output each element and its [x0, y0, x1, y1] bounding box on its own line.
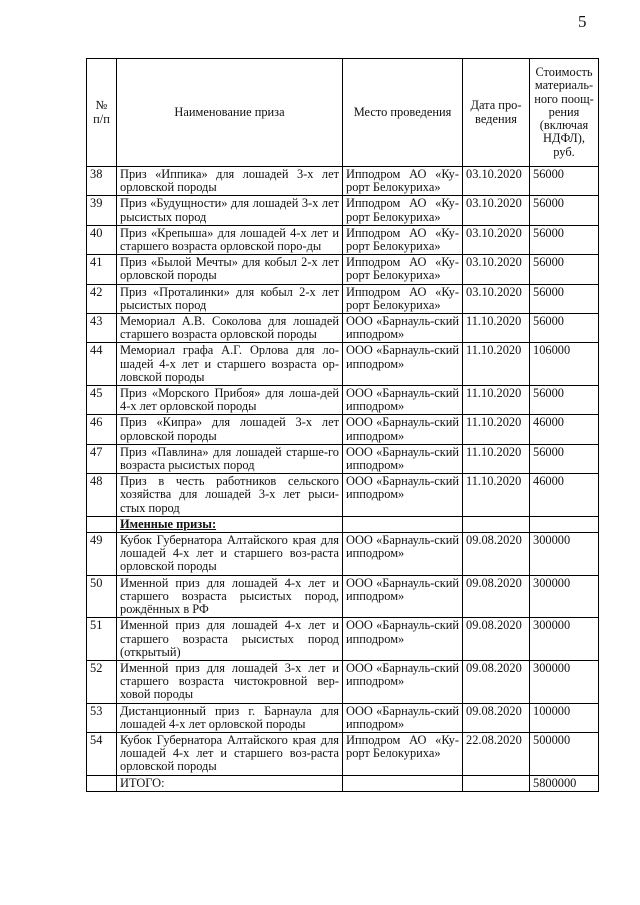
prize-cost: 100000: [530, 703, 599, 732]
table-row: [87, 284, 599, 313]
table-row: [87, 225, 599, 254]
prize-number: 40: [87, 225, 117, 254]
prize-number: 39: [87, 196, 117, 225]
prize-name: Именной приз для лошадей 3-х лет и старшего возраста чистокровной вер-ховой породы: [117, 660, 343, 703]
table-row: [87, 343, 599, 386]
prize-name: Приз «Павлина» для лошадей старше-го возраста рысистых пород: [117, 444, 343, 473]
prize-date: 22.08.2020: [463, 732, 530, 775]
header-place: Место проведения: [343, 59, 463, 167]
section-empty-cell: [87, 516, 117, 532]
prize-venue: ООО «Барнауль-ский ипподром»: [343, 575, 463, 618]
prize-cost: 300000: [530, 533, 599, 576]
prize-number: 52: [87, 660, 117, 703]
prize-date: 09.08.2020: [463, 618, 530, 661]
prize-name: Именной приз для лошадей 4-х лет и старшего возраста рысистых пород, рождённых в РФ: [117, 575, 343, 618]
prize-name: Кубок Губернатора Алтайского края для лошадей 4-х лет и старшего воз-раста орловской породы: [117, 533, 343, 576]
header-date: Дата про-ведения: [463, 59, 530, 167]
prize-number: 42: [87, 284, 117, 313]
prize-cost: 56000: [530, 444, 599, 473]
prize-date: 11.10.2020: [463, 444, 530, 473]
prize-number: 44: [87, 343, 117, 386]
total-row: [87, 775, 599, 791]
prize-venue: Ипподром АО «Ку-рорт Белокуриха»: [343, 225, 463, 254]
prize-name: Приз в честь работников сельского хозяйства для лошадей 3-х лет рыси-стых пород: [117, 474, 343, 517]
prize-name: Приз «Былой Мечты» для кобыл 2-х лет орловской породы: [117, 255, 343, 284]
prize-venue: ООО «Барнауль-ский ипподром»: [343, 386, 463, 415]
total-empty-cell: [87, 775, 117, 791]
prize-number: 47: [87, 444, 117, 473]
table-row: [87, 255, 599, 284]
prize-cost: 46000: [530, 474, 599, 517]
prize-name: Приз «Иппика» для лошадей 3-х лет орловской породы: [117, 167, 343, 196]
table-row: [87, 660, 599, 703]
table-row: [87, 703, 599, 732]
prize-venue: Ипподром АО «Ку-рорт Белокуриха»: [343, 255, 463, 284]
prize-name: Приз «Кипра» для лошадей 3-х лет орловской породы: [117, 415, 343, 444]
section-label: Именные призы:: [117, 516, 343, 532]
prize-date: 09.08.2020: [463, 703, 530, 732]
prize-date: 11.10.2020: [463, 343, 530, 386]
prize-venue: ООО «Барнауль-ский ипподром»: [343, 415, 463, 444]
table-row: [87, 386, 599, 415]
prize-number: 46: [87, 415, 117, 444]
prize-venue: ООО «Барнауль-ский ипподром»: [343, 533, 463, 576]
prize-number: 38: [87, 167, 117, 196]
prize-cost: 500000: [530, 732, 599, 775]
header-num: № п/п: [87, 59, 117, 167]
prize-name: Приз «Морского Прибоя» для лоша-дей 4-х лет орловской породы: [117, 386, 343, 415]
table-row: [87, 533, 599, 576]
prize-venue: ООО «Барнауль-ский ипподром»: [343, 343, 463, 386]
total-cost: 5800000: [530, 775, 599, 791]
prize-cost: 56000: [530, 386, 599, 415]
prize-cost: 300000: [530, 575, 599, 618]
prize-venue: Ипподром АО «Ку-рорт Белокуриха»: [343, 196, 463, 225]
section-empty-cell: [343, 516, 463, 532]
prize-name: Дистанционный приз г. Барнаула для лошадей 4-х лет орловской породы: [117, 703, 343, 732]
prize-cost: 56000: [530, 255, 599, 284]
total-label: ИТОГО:: [117, 775, 343, 791]
prize-venue: Ипподром АО «Ку-рорт Белокуриха»: [343, 167, 463, 196]
prize-date: 03.10.2020: [463, 284, 530, 313]
table-row: [87, 167, 599, 196]
table-row: [87, 314, 599, 343]
prize-date: 11.10.2020: [463, 415, 530, 444]
prize-number: 41: [87, 255, 117, 284]
total-empty-cell: [343, 775, 463, 791]
prize-number: 50: [87, 575, 117, 618]
section-empty-cell: [463, 516, 530, 532]
page-number: 5: [578, 12, 587, 31]
prize-date: 03.10.2020: [463, 225, 530, 254]
prize-venue: Ипподром АО «Ку-рорт Белокуриха»: [343, 284, 463, 313]
table-row: [87, 618, 599, 661]
prize-number: 54: [87, 732, 117, 775]
section-empty-cell: [530, 516, 599, 532]
table-row: [87, 196, 599, 225]
section-row: [87, 516, 599, 532]
prize-date: 09.08.2020: [463, 575, 530, 618]
prize-date: 09.08.2020: [463, 660, 530, 703]
prize-cost: 56000: [530, 167, 599, 196]
table-header: [87, 59, 599, 167]
prize-date: 11.10.2020: [463, 386, 530, 415]
header-cost: Стоимость материаль-ного поощ-рения (включая НДФЛ), руб.: [530, 59, 599, 167]
prize-name: Приз «Проталинки» для кобыл 2-х лет рысистых пород: [117, 284, 343, 313]
table-body: [87, 167, 599, 792]
prize-date: 03.10.2020: [463, 196, 530, 225]
prize-cost: 46000: [530, 415, 599, 444]
prize-venue: ООО «Барнауль-ский ипподром»: [343, 314, 463, 343]
prize-number: 53: [87, 703, 117, 732]
table-row: [87, 444, 599, 473]
prize-cost: 56000: [530, 196, 599, 225]
prize-number: 48: [87, 474, 117, 517]
table-row: [87, 415, 599, 444]
table-row: [87, 732, 599, 775]
prize-venue: ООО «Барнауль-ский ипподром»: [343, 660, 463, 703]
prize-name: Именной приз для лошадей 4-х лет и старшего возраста рысистых пород (открытый): [117, 618, 343, 661]
prize-venue: Ипподром АО «Ку-рорт Белокуриха»: [343, 732, 463, 775]
prize-cost: 300000: [530, 618, 599, 661]
prize-cost: 56000: [530, 284, 599, 313]
prize-name: Мемориал графа А.Г. Орлова для ло-шадей 4-х лет и старшего возраста ор-ловской породы: [117, 343, 343, 386]
prize-venue: ООО «Барнауль-ский ипподром»: [343, 444, 463, 473]
prize-name: Приз «Будущности» для лошадей 3-х лет рысистых пород: [117, 196, 343, 225]
prize-cost: 56000: [530, 314, 599, 343]
total-empty-cell: [463, 775, 530, 791]
prize-name: Мемориал А.В. Соколова для лошадей старшего возраста орловской породы: [117, 314, 343, 343]
prize-table: [86, 58, 599, 792]
prize-date: 11.10.2020: [463, 314, 530, 343]
prize-date: 03.10.2020: [463, 255, 530, 284]
prize-date: 11.10.2020: [463, 474, 530, 517]
prize-cost: 300000: [530, 660, 599, 703]
prize-venue: ООО «Барнауль-ский ипподром»: [343, 474, 463, 517]
prize-date: 09.08.2020: [463, 533, 530, 576]
prize-number: 43: [87, 314, 117, 343]
prize-venue: ООО «Барнауль-ский ипподром»: [343, 703, 463, 732]
prize-number: 51: [87, 618, 117, 661]
prize-venue: ООО «Барнауль-ский ипподром»: [343, 618, 463, 661]
table-row: [87, 474, 599, 517]
prize-date: 03.10.2020: [463, 167, 530, 196]
prize-name: Приз «Крепыша» для лошадей 4-х лет и старшего возраста орловской поро-ды: [117, 225, 343, 254]
prize-cost: 106000: [530, 343, 599, 386]
prize-number: 49: [87, 533, 117, 576]
prize-cost: 56000: [530, 225, 599, 254]
prize-name: Кубок Губернатора Алтайского края для лошадей 4-х лет и старшего воз-раста орловской породы: [117, 732, 343, 775]
header-name: Наименование приза: [117, 59, 343, 167]
table-row: [87, 575, 599, 618]
prize-number: 45: [87, 386, 117, 415]
